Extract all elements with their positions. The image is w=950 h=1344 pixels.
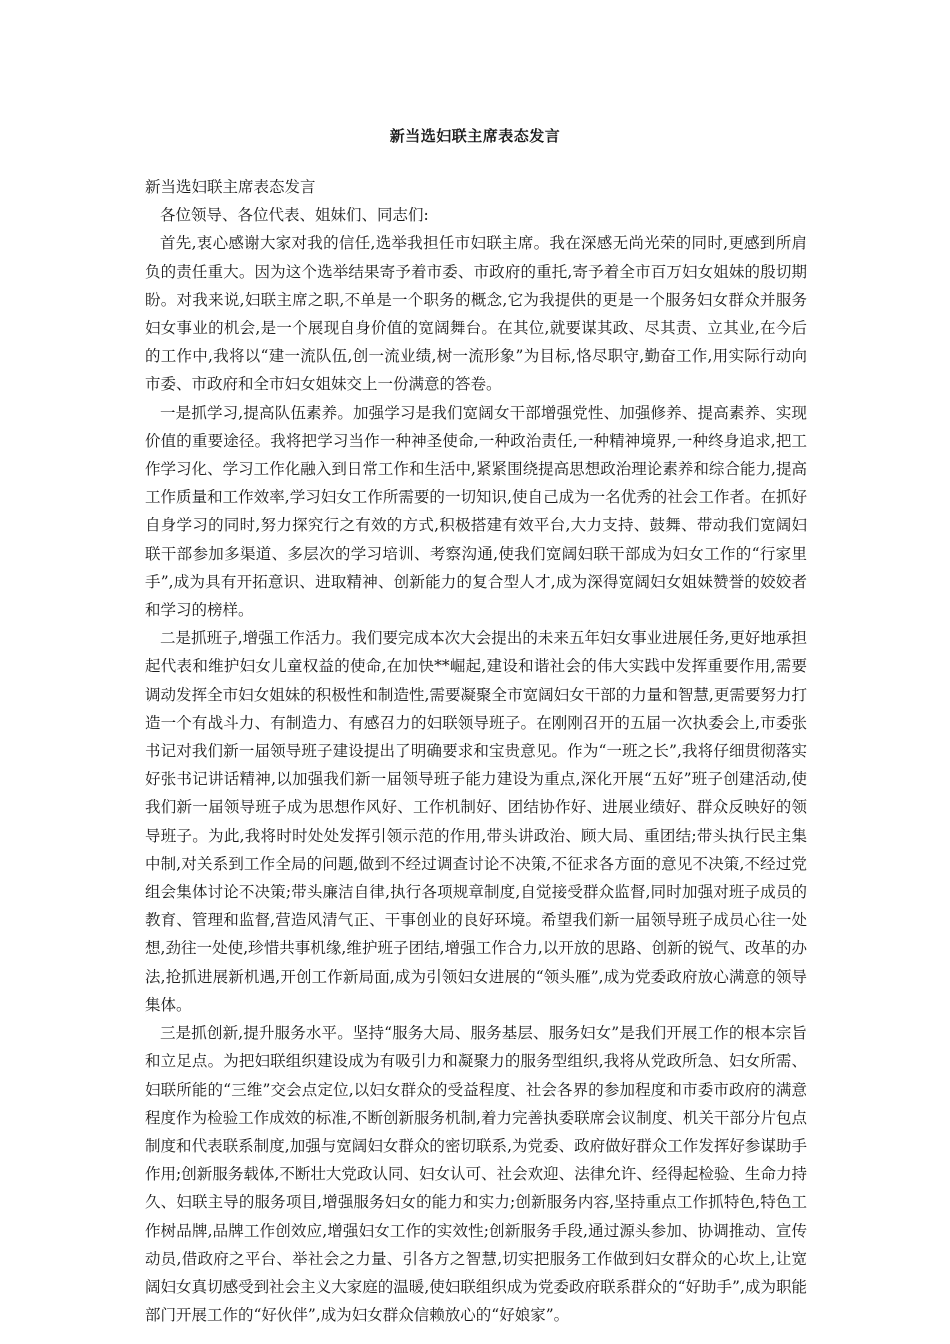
paragraph-innovation: 三是抓创新,提升服务水平。坚持“服务大局、服务基层、服务妇女”是我们开展工作的根本宗旨和立足点。为把妇联组织建设成为有吸引力和凝聚力的服务型组织,我将从党政所急、妇女所需、妇联所能的“三维”交会点定位,以妇女群众的受益程度、社会各界的参加程度和市委市政府的满意程度作为检验工作成效的标准,不断创新服务机制,着力完善执委联席会议制度、机关干部分片包点制度和代表联系制度,加强与宽阔妇女群众的密切联系,为党委、政府做好群众工作发挥好参谋助手作用;创新服务载体,不断壮大党政认同、妇女认可、社会欢迎、法律允许、经得起检验、生命力持久、妇联主导的服务项目,增强服务妇女的能力和实力;创新服务内容,坚持重点工作抓特色,特色工作树品牌,品牌工作创效应,增强妇女工作的实效性;创新服务手段,通过源头参加、协调推动、宣传动员,借政府之平台、举社会之力量、引各方之智慧,切实把服务工作做到妇女群众的心坎上,让宽阔妇女真切感受到社会主义大家庭的温暖,使妇联组织成为党委政府联系群众的“好助手”,成为职能部门开展工作的“好伙伴”,成为妇女群众信赖放心的“好娘家”。 <box>145 1024 807 1325</box>
document-subtitle: 新当选妇联主席表态发言 <box>145 178 316 196</box>
paragraph-study: 一是抓学习,提高队伍素养。加强学习是我们宽阔女干部增强党性、加强修养、提高素养、实现价值的重要途径。我将把学习当作一种神圣使命,一种政治责任,一种精神境界,一种终身追求,把工作学习化、学习工作化融入到日常工作和生活中,紧紧围绕提高思想政治理论素养和综合能力,提高工作质量和工作效率,学习妇女工作所需要的一切知识,使自己成为一名优秀的社会工作者。在抓好自身学习的同时,努力探究行之有效的方式,积极搭建有效平台,大力支持、鼓舞、带动我们宽阔妇联干部参加多渠道、多层次的学习培训、考察沟通,使我们宽阔妇联干部成为妇女工作的“行家里手”,成为具有开拓意识、进取精神、创新能力的复合型人才,成为深得宽阔妇女姐妹赞誉的姣姣者和学习的榜样。 <box>145 403 807 620</box>
paragraph-intro: 首先,衷心感谢大家对我的信任,选举我担任市妇联主席。我在深感无尚光荣的同时,更感到所肩负的责任重大。因为这个选举结果寄予着市委、市政府的重托,寄予着全市百万妇女姐妹的殷切期盼。对我来说,妇联主席之职,不单是一个职务的概念,它为我提供的更是一个服务妇女群众并服务妇女事业的机会,是一个展现自身价值的宽阔舞台。在其位,就要谋其政、尽其责、立其业,在今后的工作中,我将以“建一流队伍,创一流业绩,树一流形象”为目标,恪尽职守,勤奋工作,用实际行动向市委、市政府和全市妇女姐妹交上一份满意的答卷。 <box>145 234 807 394</box>
salutation: 各位领导、各位代表、姐妹们、同志们: <box>160 206 429 225</box>
document-title: 新当选妇联主席表态发言 <box>389 127 561 145</box>
paragraph-leadership: 二是抓班子,增强工作活力。我们要完成本次大会提出的未来五年妇女事业进展任务,更好地承担起代表和维护妇女儿童权益的使命,在加快**崛起,建设和谐社会的伟大实践中发挥重要作用,需要调动发挥全市妇女姐妹的积极性和制造性,需要凝聚全市宽阔妇女干部的力量和智慧,更需要努力打造一个有战斗力、有制造力、有感召力的妇联领导班子。在刚刚召开的五届一次执委会上,市委张书记对我们新一届领导班子建设提出了明确要求和宝贵意见。作为“一班之长”,我将仔细贯彻落实好张书记讲话精神,以加强我们新一届领导班子能力建设为重点,深化开展“五好”班子创建活动,使我们新一届领导班子成为思想作风好、工作机制好、团结协作好、进展业绩好、群众反映好的领导班子。为此,我将时时处处发挥引领示范的作用,带头讲政治、顾大局、重团结;带头执行民主集中制,对关系到工作全局的问题,做到不经过调查讨论不决策,不征求各方面的意见不决策,不经过党组会集体讨论不决策;带头廉洁自律,执行各项规章制度,自觉接受群众监督,同时加强对班子成员的教育、管理和监督,营造风清气正、干事创业的良好环境。希望我们新一届领导班子成员心往一处想,劲往一处使,珍惜共事机缘,维护班子团结,增强工作合力,以开放的思路、创新的锐气、改革的办法,抢抓进展新机遇,开创工作新局面,成为引领妇女进展的“领头雁”,成为党委政府放心满意的领导集体。 <box>145 629 807 1014</box>
document-body <box>145 173 807 1329</box>
